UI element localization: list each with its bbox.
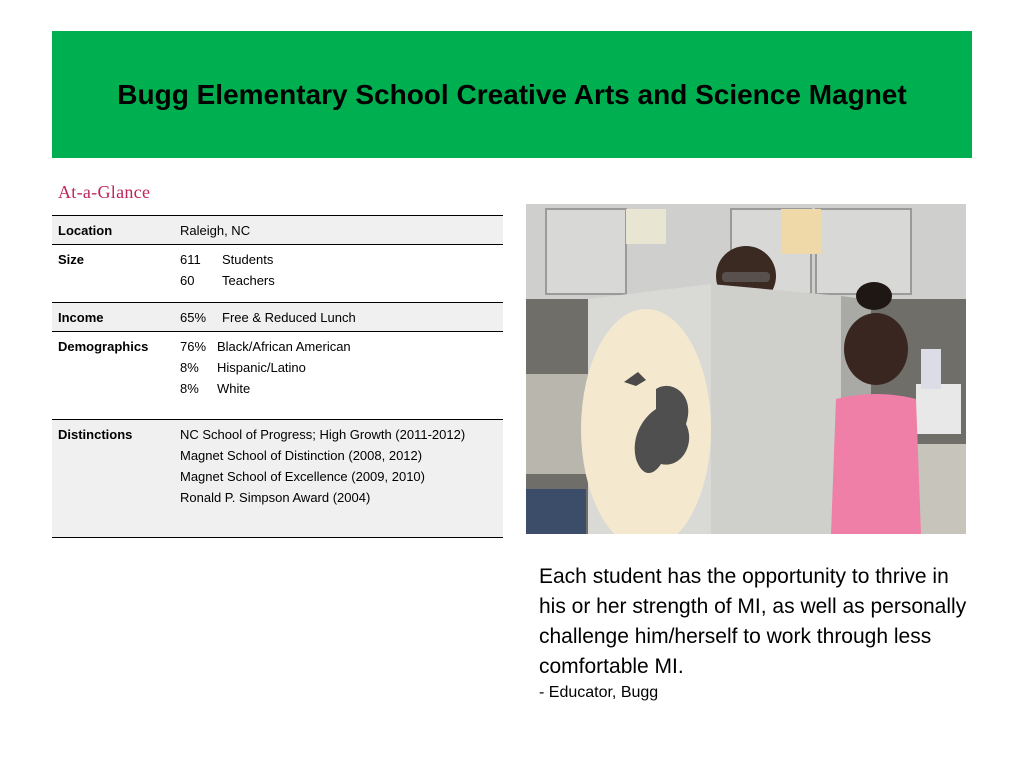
row-value <box>174 303 503 332</box>
quote-attribution: - Educator, Bugg <box>539 684 659 701</box>
row-value: Raleigh, NC <box>180 223 251 238</box>
title-banner <box>52 31 972 158</box>
table-row-demographics <box>52 332 503 420</box>
value-number: 76% <box>180 339 207 354</box>
table-row-distinctions <box>52 420 503 538</box>
page-title: Bugg Elementary School Creative Arts and Science Magnet <box>117 78 907 110</box>
distinction-item: NC School of Progress; High Growth (2011-2012) <box>180 427 466 442</box>
distinction-item: Ronald P. Simpson Award (2004) <box>180 490 371 505</box>
distinction-item: Magnet School of Excellence (2009, 2010) <box>180 469 425 484</box>
row-label: Size <box>58 252 85 267</box>
value-number: 65% <box>180 310 207 325</box>
table-row-income <box>52 303 503 332</box>
row-label: Location <box>58 223 113 238</box>
row-label: Income <box>58 310 104 325</box>
at-a-glance-table <box>52 215 503 538</box>
value-text: Hispanic/Latino <box>217 360 306 375</box>
table-row-size <box>52 245 503 303</box>
classroom-photo <box>526 204 966 534</box>
row-label: Distinctions <box>58 427 133 442</box>
value-text: Black/African American <box>217 339 351 354</box>
value-number: 611 <box>180 252 201 267</box>
row-value <box>174 245 503 303</box>
value-number: 8% <box>180 381 199 396</box>
row-value <box>174 420 503 538</box>
value-text: Free & Reduced Lunch <box>222 310 356 325</box>
table-row-location <box>52 216 503 245</box>
value-text: Teachers <box>222 273 275 288</box>
row-value <box>174 332 503 420</box>
quote-text: Each student has the opportunity to thrive in his or her strength of MI, as well as personally challenge him/herself to work through less comfortable MI. <box>539 565 967 678</box>
value-number: 60 <box>180 273 195 288</box>
value-text: White <box>217 381 251 396</box>
value-text: Students <box>222 252 274 267</box>
distinction-item: Magnet School of Distinction (2008, 2012) <box>180 448 423 463</box>
section-label: At-a-Glance <box>58 182 151 202</box>
row-label: Demographics <box>58 339 149 354</box>
value-number: 8% <box>180 360 199 375</box>
